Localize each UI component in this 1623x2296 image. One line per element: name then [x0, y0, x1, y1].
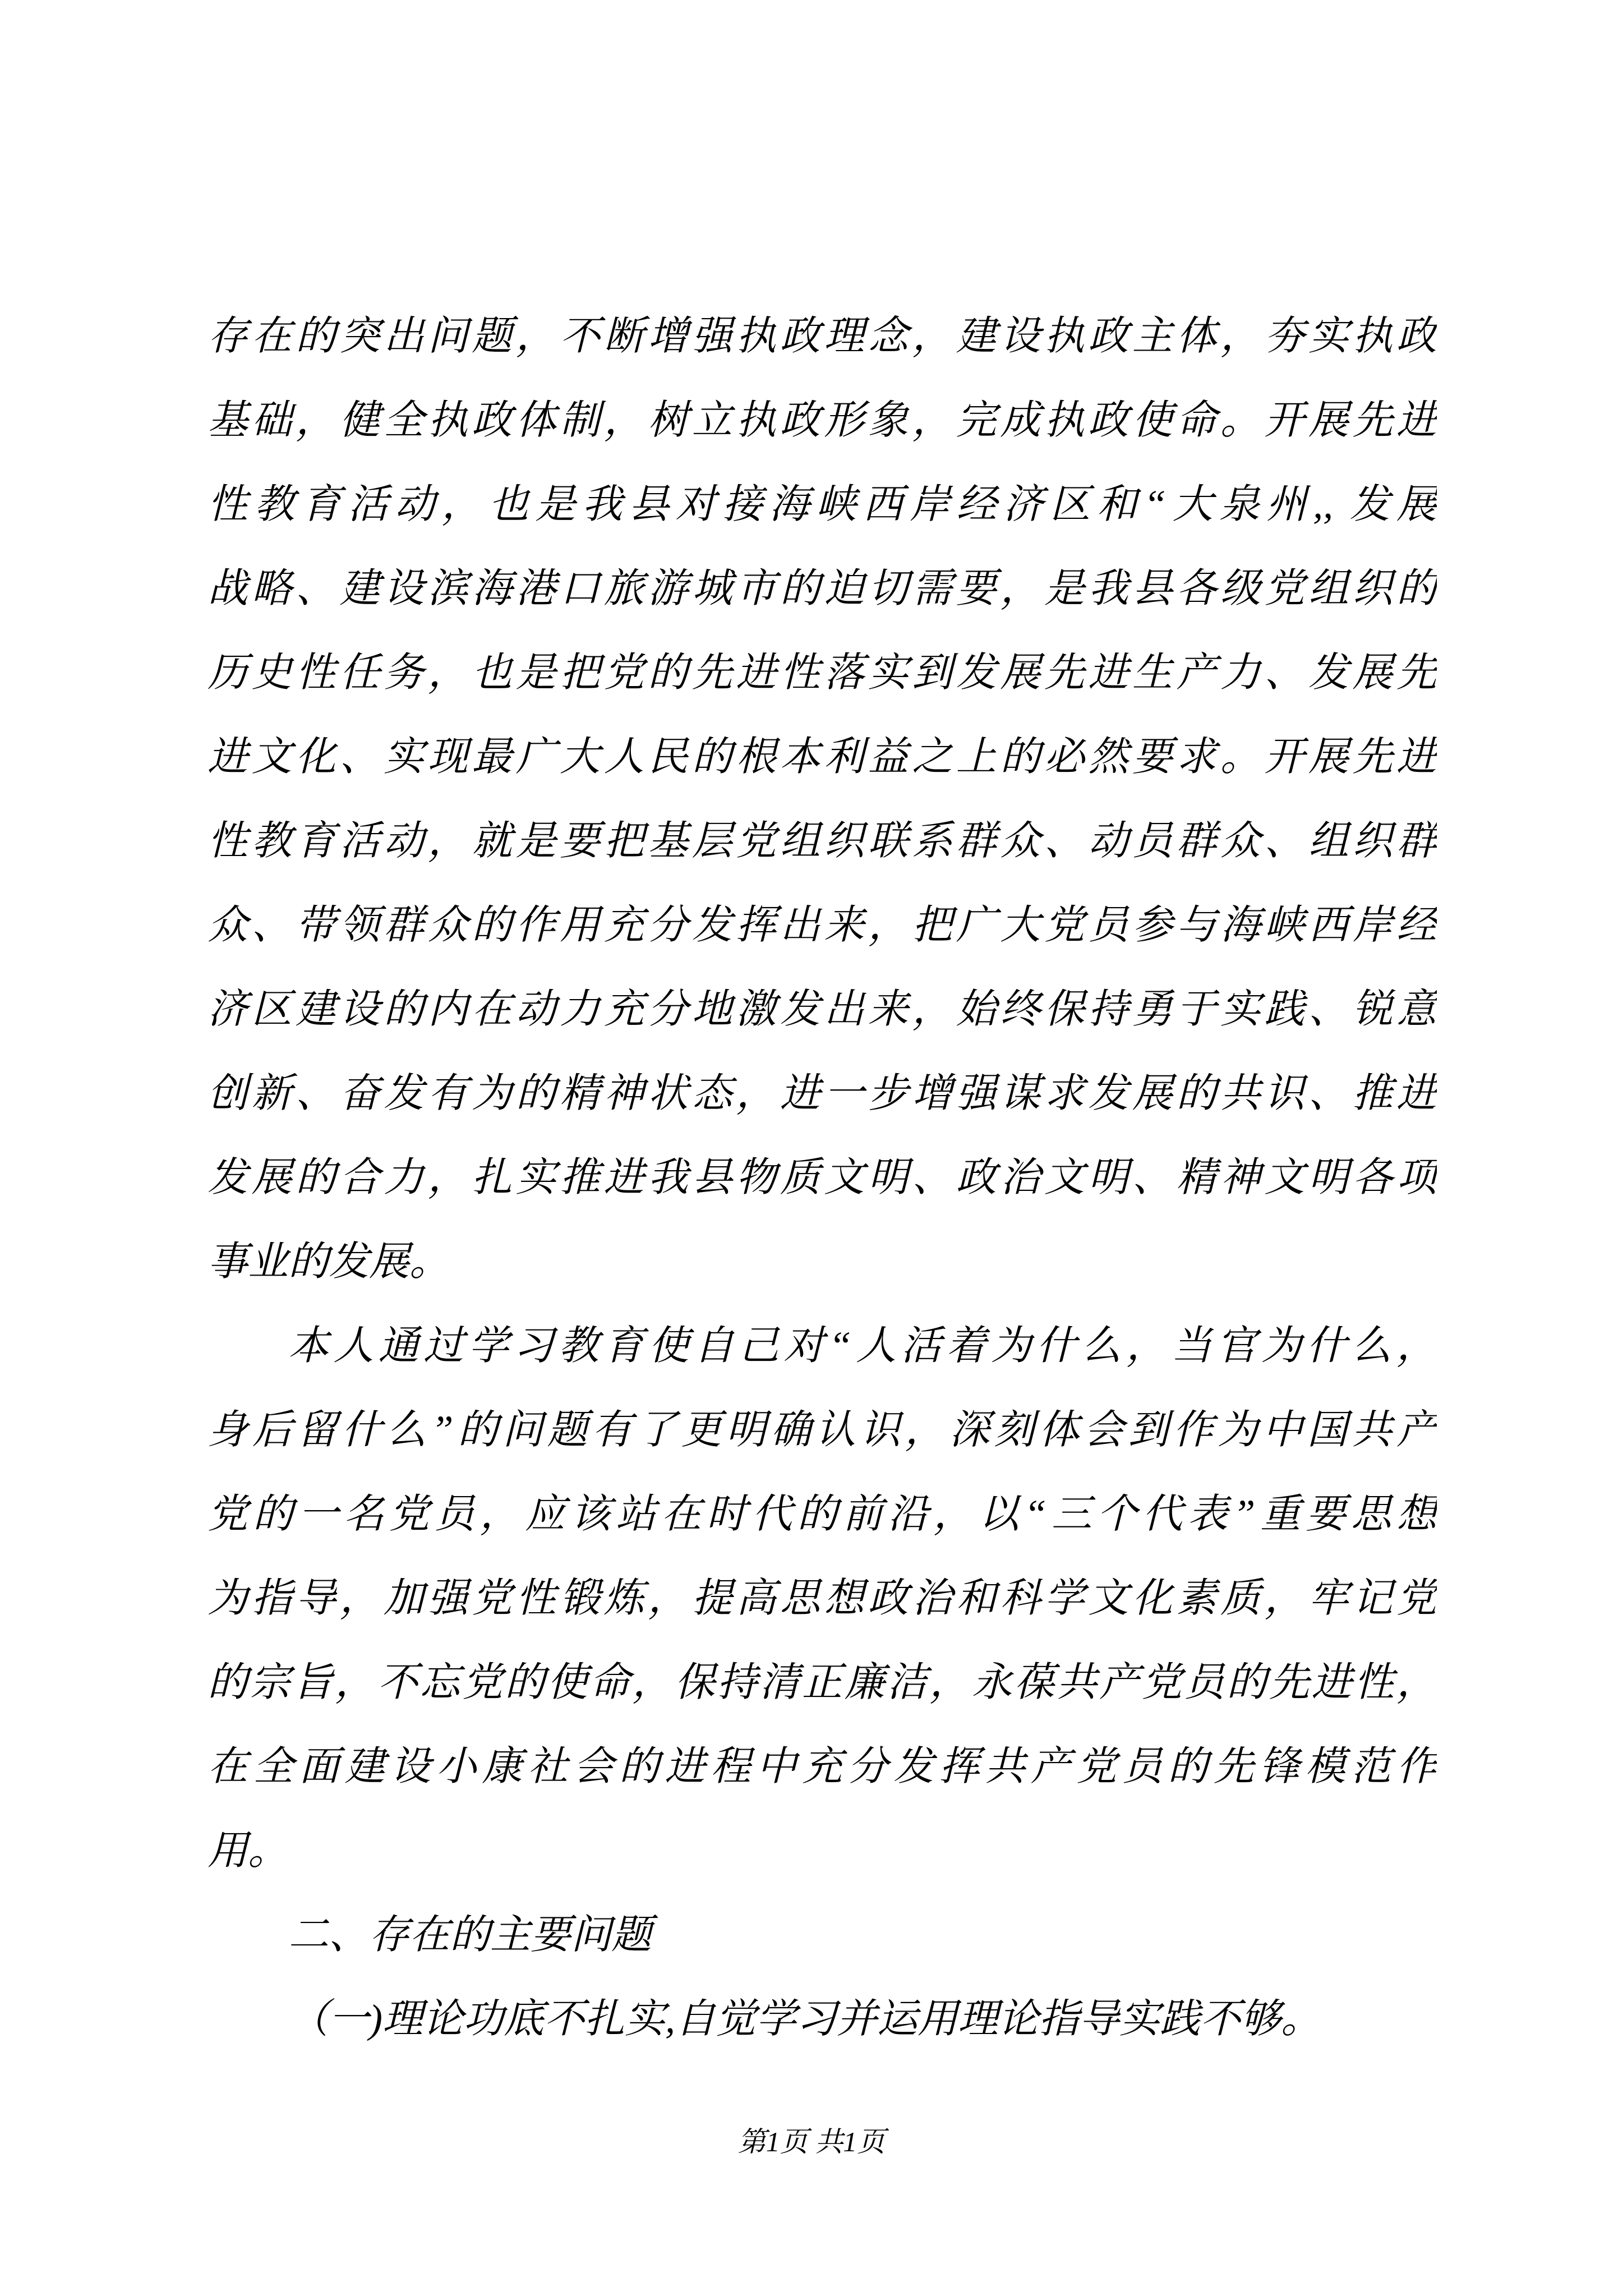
document-body: [208, 294, 1437, 2061]
text-line: 党的一名党员，应该站在时代的前沿，以“三个代表”重要思想: [208, 1492, 1437, 1536]
page-number-text: 第1页 共1页: [737, 2126, 886, 2157]
text-line: 历史性任务，也是把党的先进性落实到发展先进生产力、发展先: [208, 650, 1437, 695]
text-line: 济区建设的内在动力充分地激发出来，始终保持勇于实践、锐意: [208, 987, 1437, 1032]
text-line: 性教育活动，就是要把基层党组织联系群众、动员群众、组织群: [208, 818, 1437, 863]
text-line: 众、带领群众的作用充分发挥出来，把广大党员参与海峡西岸经: [208, 903, 1437, 947]
text-line: 身后留什么”的问题有了更明确认识，深刻体会到作为中国共产: [208, 1407, 1437, 1452]
page-footer: [0, 2114, 1623, 2170]
text-line: 用。: [208, 1828, 289, 1873]
text-line: 二、存在的主要问题: [288, 1912, 652, 1957]
text-line: 事业的发展。: [208, 1239, 450, 1284]
text-line: 的宗旨，不忘党的使命，保持清正廉洁，永葆共产党员的先进性，: [208, 1660, 1437, 1705]
text-line: 本人通过学习教育使自己对“人活着为什么，当官为什么，: [288, 1323, 1437, 1368]
text-line: 基础，健全执政体制，树立执政形象，完成执政使命。开展先进: [208, 398, 1437, 443]
text-line: 发展的合力，扎实推进我县物质文明、政治文明、精神文明各项: [208, 1155, 1437, 1200]
text-line: 在全面建设小康社会的进程中充分发挥共产党员的先锋模范作: [208, 1744, 1437, 1789]
text-line: 性教育活动，也是我县对接海峡西岸经济区和“大泉州,, 发展: [208, 482, 1437, 527]
text-line: 存在的突出问题，不断增强执政理念，建设执政主体，夯实执政: [208, 314, 1437, 358]
text-line: 创新、奋发有为的精神状态，进一步增强谋求发展的共识、推进: [208, 1071, 1437, 1116]
text-line: 进文化、实现最广大人民的根本利益之上的必然要求。开展先进: [208, 734, 1437, 779]
text-line: 战略、建设滨海港口旅游城市的迫切需要，是我县各级党组织的: [208, 566, 1437, 611]
text-line: （一)理论功底不扎实,自觉学习并运用理论指导实践不够。: [288, 1996, 1321, 2041]
text-line: 为指导，加强党性锻炼，提高思想政治和科学文化素质，牢记党: [208, 1576, 1437, 1621]
